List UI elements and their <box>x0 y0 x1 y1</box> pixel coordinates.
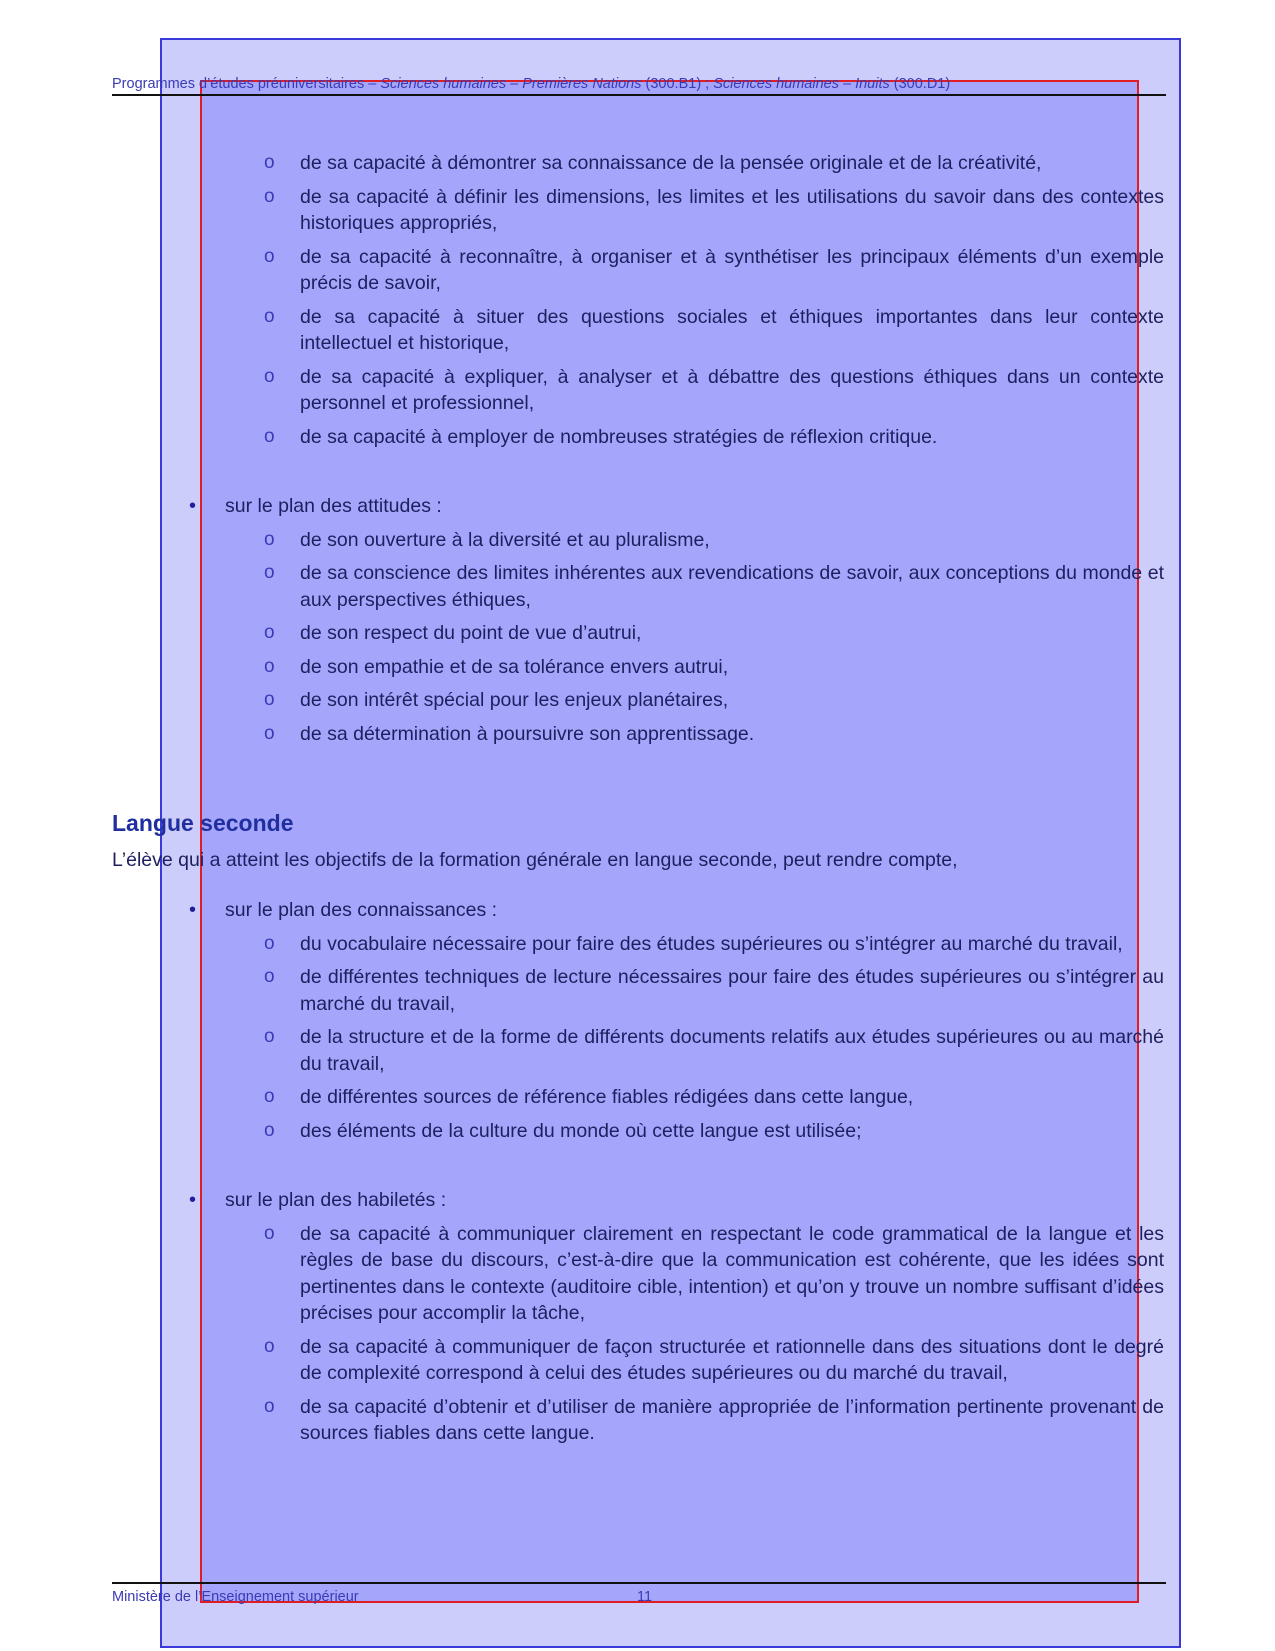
list-item: o des éléments de la culture du monde où cette langue est utilisée; <box>300 1118 1164 1145</box>
connaissances-heading: • sur le plan des connaissances : <box>225 897 1164 924</box>
list-item: o de sa capacité d’obtenir et d’utiliser de manière appropriée de l’information pertinente provenant de sources fiables dans cette langue. <box>300 1394 1164 1447</box>
footer-ministry: Ministère de l’Enseignement supérieur <box>112 1589 359 1605</box>
list-item: o de sa capacité à communiquer de façon structurée et rationnelle dans des situations dont le degré de complexité correspond à celui des études supérieures ou du marché du travail, <box>300 1334 1164 1387</box>
list-item: o de la structure et de la forme de différents documents relatifs aux études supérieures ou au marché du travail, <box>300 1024 1164 1077</box>
list-item: o de sa capacité à situer des questions sociales et éthiques importantes dans leur contexte intellectuel et historique, <box>300 304 1164 357</box>
list-item: o de sa capacité à communiquer clairement en respectant le code grammatical de la langue et les règles de base du discours, c’est-à-dire que la communication est cohérente, que les idées sont pertinentes dans le contexte (auditoire cible, intention) et qu’on y trouve un nombre suffisant d’idées précises pour accomplir la tâche, <box>300 1221 1164 1327</box>
list-item: o de sa capacité à employer de nombreuses stratégies de réflexion critique. <box>300 424 1164 451</box>
document-body <box>112 150 1164 1454</box>
list-item: o de son intérêt spécial pour les enjeux planétaires, <box>300 687 1164 714</box>
list-item: o de sa capacité à démontrer sa connaissance de la pensée originale et de la créativité, <box>300 150 1164 177</box>
running-footer <box>112 1582 1166 1605</box>
list-item: o de sa conscience des limites inhérentes aux revendications de savoir, aux conceptions du monde et aux perspectives éthiques, <box>300 560 1164 613</box>
header-code-2: (300.D1) <box>889 76 951 92</box>
attitudes-heading: • sur le plan des attitudes : <box>225 493 1164 520</box>
list-item: o de sa détermination à poursuivre son apprentissage. <box>300 721 1164 748</box>
list-item: o de sa capacité à définir les dimensions, les limites et les utilisations du savoir dans des contextes historiques appropriés, <box>300 184 1164 237</box>
section-intro: L’élève qui a atteint les objectifs de la formation générale en langue seconde, peut rendre compte, <box>112 848 958 871</box>
list-item: o de différentes techniques de lecture nécessaires pour faire des études supérieures ou s’intégrer au marché du travail, <box>300 964 1164 1017</box>
list-item: o de sa capacité à reconnaître, à organiser et à synthétiser les principaux éléments d’un exemple précis de savoir, <box>300 244 1164 297</box>
running-header <box>112 76 1166 96</box>
page-number: 11 <box>637 1589 653 1605</box>
header-prefix: Programmes d’études préuniversitaires – <box>112 76 381 92</box>
section-title: Langue seconde <box>112 810 294 836</box>
header-code-1: (300.B1) ; <box>641 76 714 92</box>
habiletes-heading: • sur le plan des habiletés : <box>225 1187 1164 1214</box>
header-program-2: Sciences humaines – Inuits <box>713 76 890 92</box>
list-item: o de son ouverture à la diversité et au pluralisme, <box>300 527 1164 554</box>
header-program-1: Sciences humaines – Premières Nations <box>380 76 642 92</box>
list-item: o de différentes sources de référence fiables rédigées dans cette langue, <box>300 1084 1164 1111</box>
list-item: o de son empathie et de sa tolérance envers autrui, <box>300 654 1164 681</box>
list-item: o de sa capacité à expliquer, à analyser et à débattre des questions éthiques dans un contexte personnel et professionnel, <box>300 364 1164 417</box>
list-item: o du vocabulaire nécessaire pour faire des études supérieures ou s’intégrer au marché du travail, <box>300 931 1164 958</box>
list-item: o de son respect du point de vue d’autrui, <box>300 620 1164 647</box>
